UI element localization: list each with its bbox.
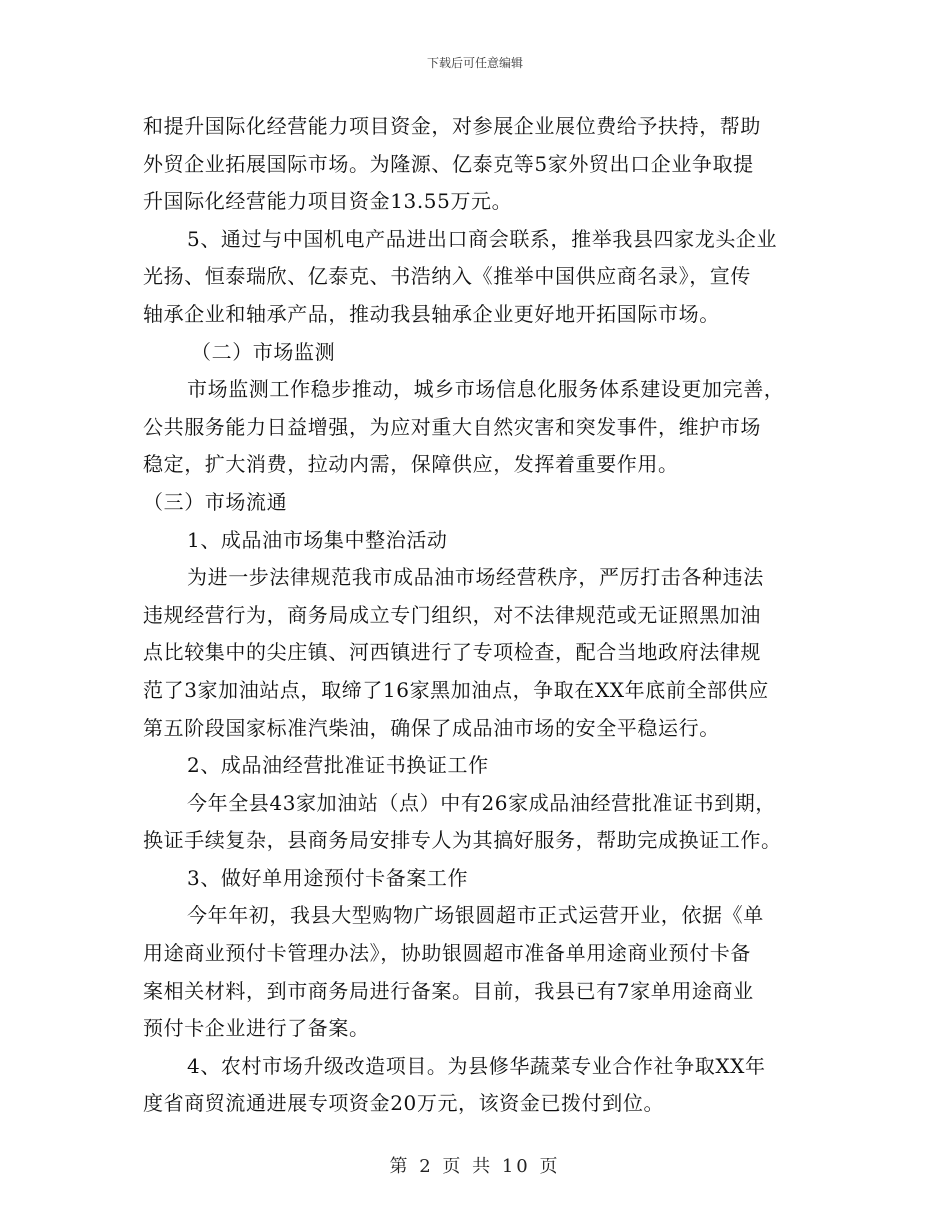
text-line: 范了3家加油站点，取缔了16家黑加油点，争取在XX年底前全部供应 [143,677,769,702]
text-line: 案相关材料，到市商务局进行备案。目前，我县已有7家单用途商业 [143,978,754,1003]
text-line: （二）市场监测 [191,339,336,364]
text-line: 稳定，扩大消费，拉动内需，保障供应，发挥着重要作用。 [143,452,679,477]
text-line: 为进一步法律规范我市成品油市场经营秩序，严厉打击各种违法 [187,565,764,590]
text-line: 度省商贸流通进展专项资金20万元，该资金已拨付到位。 [143,1091,665,1116]
text-line: 1、成品油市场集中整治活动 [187,527,448,552]
text-line: 轴承企业和轴承产品，推动我县轴承企业更好地开拓国际市场。 [143,301,720,326]
page-header: 下载后可任意编辑 [426,56,523,70]
text-line: 外贸企业拓展国际市场。为隆源、亿泰克等5家外贸出口企业争取提 [143,151,754,176]
text-line: 公共服务能力日益增强，为应对重大自然灾害和突发事件，维护市场 [143,414,761,439]
page-footer: 第 2 页 共 10 页 [389,1156,561,1177]
text-line: 今年全县43家加油站（点）中有26家成品油经营批准证书到期， [187,790,776,815]
text-line: 2、成品油经营批准证书换证工作 [187,753,489,778]
text-line: 违规经营行为，商务局成立专门组织，对不法律规范或无证照黑加油 [143,602,761,627]
text-line: 市场监测工作稳步推动，城乡市场信息化服务体系建设更加完善， [187,377,785,402]
text-line: （三）市场流通 [143,489,288,514]
text-line: 点比较集中的尖庄镇、河西镇进行了专项检查，配合当地政府法律规 [143,640,761,665]
text-line: 和提升国际化经营能力项目资金，对参展企业展位费给予扶持，帮助 [143,114,761,138]
text-line: 换证手续复杂，县商务局安排专人为其搞好服务，帮助完成换证工作。 [143,828,782,853]
text-line: 光扬、恒泰瑞欣、亿泰克、书浩纳入《推举中国供应商名录》，宣传 [143,264,751,289]
text-line: 用途商业预付卡管理办法》，协助银圆超市准备单用途商业预付卡备 [143,941,751,966]
document-body [143,108,813,1123]
text-line: 今年年初，我县大型购物广场银圆超市正式运营开业，依据《单 [187,903,764,928]
text-line: 3、做好单用途预付卡备案工作 [187,865,469,890]
text-line: 第五阶段国家标准汽柴油，确保了成品油市场的安全平稳运行。 [143,715,720,740]
text-line: 升国际化经营能力项目资金13.55万元。 [143,189,513,214]
text-line: 4、农村市场升级改造项目。为县修华蔬菜专业合作社争取XX年 [187,1053,766,1078]
text-line: 预付卡企业进行了备案。 [143,1016,370,1041]
text-line: 5、通过与中国机电产品进出口商会联系，推举我县四家龙头企业 [187,226,778,251]
